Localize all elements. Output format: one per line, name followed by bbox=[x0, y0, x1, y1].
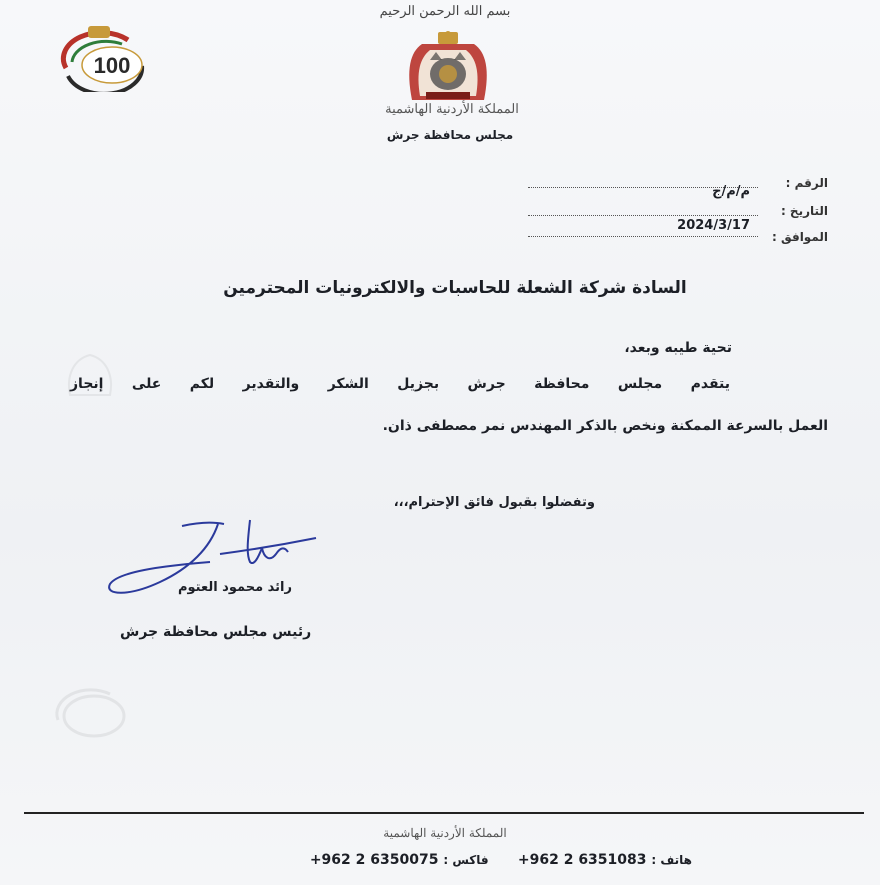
watermark-ghost bbox=[50, 680, 130, 750]
phone-label: هاتف : bbox=[651, 853, 692, 867]
dotted-line bbox=[528, 215, 758, 216]
council-name: مجلس محافظة جرش bbox=[386, 128, 514, 142]
ref-date-row bbox=[528, 204, 828, 233]
addressee: السادة شركة الشعلة للحاسبات والالكترونيات المحترمين bbox=[223, 278, 687, 298]
ref-corresponding-label: الموافق : bbox=[772, 230, 828, 244]
fax-label: فاكس : bbox=[443, 853, 489, 867]
kingdom-header: المملكة الأردنية الهاشمية bbox=[385, 102, 519, 117]
basmala: بسم الله الرحمن الرحيم bbox=[379, 4, 511, 19]
contact-line bbox=[222, 852, 692, 868]
coat-of-arms-icon bbox=[400, 30, 496, 108]
body-line-2: العمل بالسرعة الممكنة ونخص بالذكر المهندس نمر مصطفى ذان. bbox=[382, 418, 828, 434]
ref-number-row bbox=[528, 176, 828, 198]
footer-kingdom: المملكة الأردنية الهاشمية bbox=[383, 826, 507, 840]
body-line-1: يتقدم مجلس محافظة جرش بجزيل الشكر والتقدير لكم على إنجاز bbox=[70, 376, 730, 392]
ref-date-label: التاريخ : bbox=[780, 204, 828, 218]
ref-number-value: م/م/ج bbox=[712, 184, 750, 199]
ref-corresponding-row bbox=[528, 230, 828, 252]
phone-number: +962 2 6351083 bbox=[517, 852, 647, 868]
signer-title: رئيس مجلس محافظة جرش bbox=[120, 624, 312, 640]
dotted-line bbox=[528, 236, 758, 237]
centennial-logo bbox=[58, 22, 152, 92]
centennial-number: 100 bbox=[93, 53, 131, 78]
watermark-ghost bbox=[60, 345, 120, 405]
closing: وتفضلوا بقبول فائق الإحترام،،، bbox=[393, 495, 595, 510]
signer-name: رائد محمود العتوم bbox=[178, 580, 292, 595]
ref-date-value: 2024/3/17 bbox=[677, 218, 750, 233]
footer-rule bbox=[24, 812, 864, 814]
fax-number: +962 2 6350075 bbox=[309, 852, 439, 868]
greeting: تحية طيبه وبعد، bbox=[624, 340, 732, 356]
ref-number-label: الرقم : bbox=[785, 176, 828, 190]
